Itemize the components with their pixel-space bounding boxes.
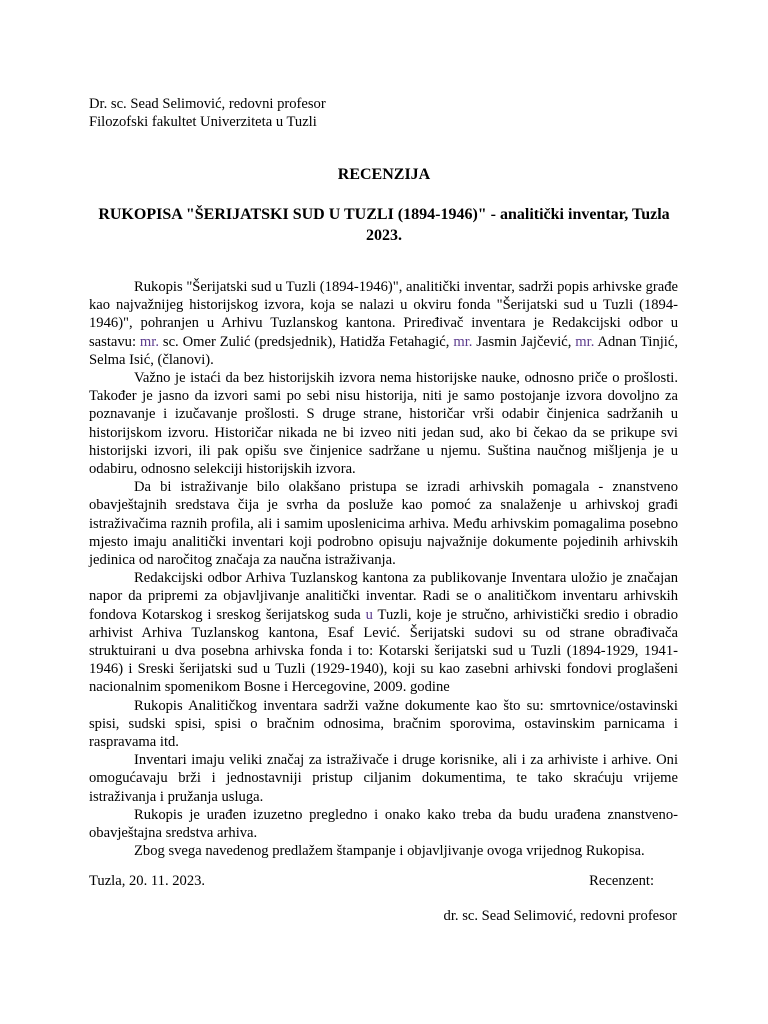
paragraph-7: Rukopis je urađen izuzetno pregledno i onako kako treba da budu urađena znanstveno-obavještajna sredstva arhiva. xyxy=(89,806,678,842)
paragraph-5: Rukopis Analitičkog inventara sadrži važne dokumente kao što su: smrtovnice/ostavinski spisi, sudski spisi, spisi o bračnim odnosima, bračnim sporovima, ostavinskim parnicama i raspravama itd. xyxy=(89,697,678,751)
paragraph-1-text-c: Jasmin Jajčević, xyxy=(472,333,576,350)
document-title: RECENZIJA xyxy=(337,166,431,183)
author-line: Dr. sc. Sead Selimović, redovni profesor xyxy=(89,96,326,112)
institution-line: Filozofski fakultet Univerziteta u Tuzli xyxy=(89,114,317,131)
paragraph-4 xyxy=(89,569,678,696)
word-u-highlight: u xyxy=(365,606,373,623)
place-date: Tuzla, 20. 11. 2023. xyxy=(89,873,206,889)
abbrev-mr-1: mr. xyxy=(139,333,159,350)
document-body xyxy=(89,278,678,861)
paragraph-3: Da bi istraživanje bilo olakšano pristupa se izradi arhivskih pomagala - znanstveno obavještajnih sredstava čija je svrha da posluže kao pomoć za snalaženje u arhivskoj građi istraživačima raznih profila, ali i samim uposlenicima arhiva. Među arhivskim pomagalima posebno mjesto imaju analitički inventari koji podrobno opisuju najvažnije dokumente pojedinih arhivskih jedinica od naročitog značaja za naučna istraživanja. xyxy=(89,479,678,569)
paragraph-6: Inventari imaju veliki značaj za istraživače i druge korisnike, ali i za arhiviste i arhive. Oni omogućavaju brži i jednostavniji pristup ciljanim dokumentima, te tako skraćuju vrijeme istraživanja i pružanja usluga. xyxy=(89,752,678,805)
paragraph-1 xyxy=(89,278,678,369)
abbrev-mr-2: mr. xyxy=(453,333,473,350)
paragraph-4-text-b: Tuzli, koje je stručno, arhivistički sredio i obradio arhivist Arhiva Tuzlanskog kantona, Esaf Lević. Šerijatski sudovi su od strane obrađivača struktuirani u dva posebna arhivska fonda i to: Kotarski šerijatski sud u Tuzli (1894-1929, 1941-1946) i Sreski šerijatski sud u Tuzli (1929-1940), koji su kao zasebni arhivski fondovi proglašeni nacionalnim spomenikom Bosne i Hercegovine, 2009. godine xyxy=(89,606,678,696)
reviewer-signature: dr. sc. Sead Selimović, redovni profesor xyxy=(443,908,677,924)
abbrev-mr-3: mr. xyxy=(575,333,595,350)
paragraph-1-text-a: Rukopis "Šerijatski sud u Tuzli (1894-1946)", analitički inventar, sadrži popis arhivske građe kao najvažnijeg historijskog izvora, koja se nalazi u okviru fonda "Šerijatski sud u Tuzli (1894-1946)", pohranjen u Arhivu Tuzlanskog kantona. Priređivač inventara je Redakcijski odbor u sastavu: xyxy=(89,279,678,350)
author-header xyxy=(89,95,689,131)
document-subtitle: RUKOPISA "ŠERIJATSKI SUD U TUZLI (1894-1946)" - analitički inventar, Tuzla 2023. xyxy=(98,206,670,244)
paragraph-2: Važno je istaći da bez historijskih izvora nema historijske nauke, odnosno priče o prošlosti. Također je jasno da izvori sami po sebi nisu historija, niti je samo postojanje izvora dovoljno za poznavanje i izučavanje prošlosti. S druge strane, historičar vrši odabir činjenica sadržanih u historijskom izvoru. Historičar nikada ne bi izveo niti jedan sud, ako bi čekao da se prikupe svi historijski izvori, ili pak opišu sve činjenice sadržane u njemu. Suština naučnog mišljenja je u odabiru, odnosno selekciji historijskih izvora. xyxy=(89,370,678,478)
paragraph-4-text-a: Redakcijski odbor Arhiva Tuzlanskog kantona za publikovanje Inventara uložio je značajan napor da pripremi za objavljivanje analitički inventar. Radi se o analitičkom inventaru arhivskih fondova Kotarskog i sreskog šerijatskog suda xyxy=(89,570,678,623)
paragraph-1-text-b: sc. Omer Zulić (predsjednik), Hatidža Fetahagić, xyxy=(158,333,454,350)
paragraph-1-text-d: Adnan Tinjić, Selma Isić, (članovi). xyxy=(89,333,678,368)
paragraph-8: Zbog svega navedenog predlažem štampanje i objavljivanje ovoga vrijednog Rukopisa. xyxy=(134,843,645,860)
reviewer-label: Recenzent: xyxy=(589,873,654,889)
